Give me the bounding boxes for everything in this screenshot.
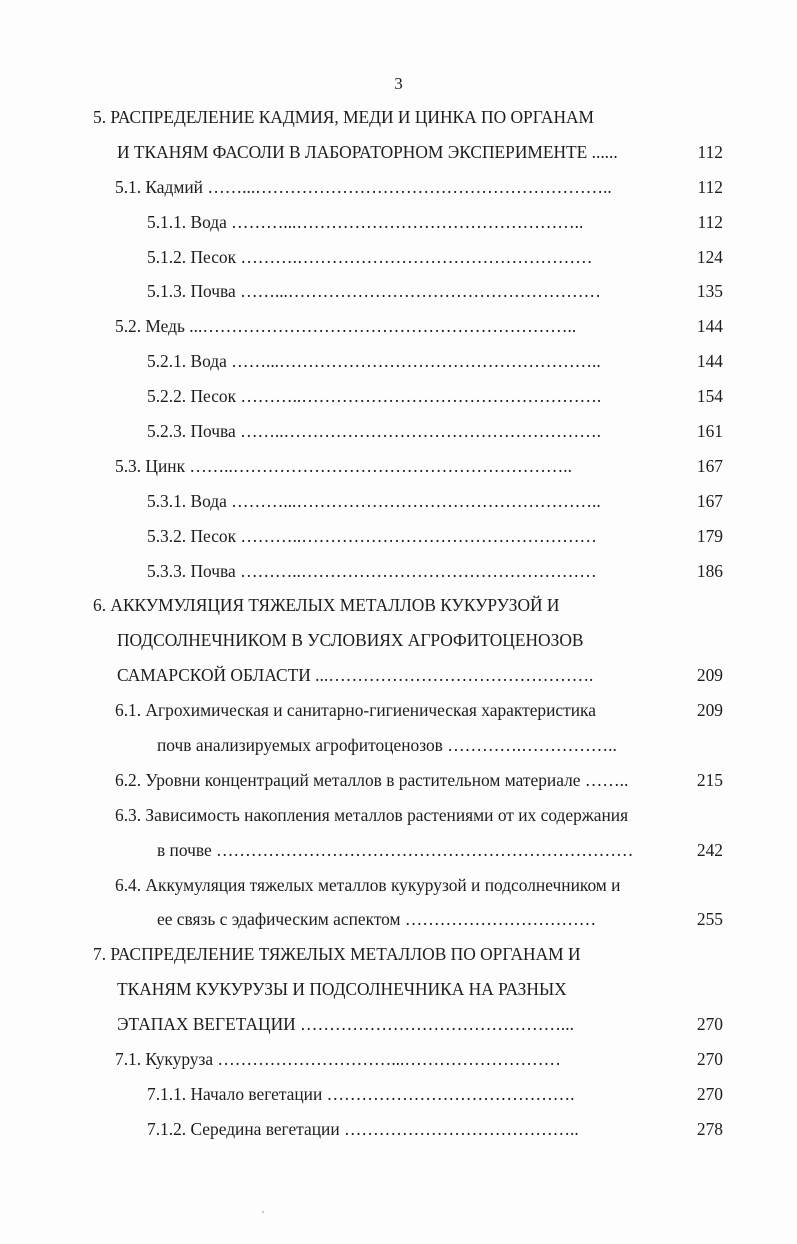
toc-entry-page: 270	[696, 1049, 723, 1070]
toc-entry	[0, 1007, 797, 1042]
toc-entry-page: 186	[696, 560, 723, 581]
toc-entry-page: 255	[696, 909, 723, 930]
toc-entry-page: 270	[696, 1083, 723, 1104]
toc-entry	[0, 100, 797, 135]
toc-entry	[0, 379, 797, 414]
toc-entry-page: 135	[696, 281, 723, 302]
toc-entry	[0, 170, 797, 205]
toc-entry-text: почв анализируемых агрофитоценозов ………….……………..	[157, 735, 617, 756]
toc-entry-page: 124	[696, 246, 723, 267]
toc-entry-text: 5.3.1. Вода ………...……………………………………………..	[147, 490, 601, 511]
toc-entry-text: 5.3.3. Почва ………..……………………………………………	[147, 560, 597, 581]
toc-entry	[0, 240, 797, 275]
toc-entry-text: 7.1. Кукуруза …………………………...………………………	[115, 1049, 561, 1070]
toc-entry-text: 5.2.3. Почва ……..……………………………………………….	[147, 421, 601, 442]
toc-entry	[0, 763, 797, 798]
toc-entry	[0, 309, 797, 344]
toc-entry-text: 6.1. Агрохимическая и санитарно-гигиеническая характеристика	[115, 700, 596, 721]
toc-entry-text: 7. РАСПРЕДЕЛЕНИЕ ТЯЖЕЛЫХ МЕТАЛЛОВ ПО ОРГАНАМ И	[93, 944, 581, 965]
toc-entry-text: в почве ………………………………………………………………	[157, 839, 634, 860]
toc-entry-page: 209	[696, 700, 723, 721]
toc-entry-text: 5.2. Медь ...………………………………………………………..	[115, 316, 577, 337]
toc-entry-page: 167	[696, 455, 723, 476]
toc-entry-text: 6. АККУМУЛЯЦИЯ ТЯЖЕЛЫХ МЕТАЛЛОВ КУКУРУЗОЙ И	[93, 595, 560, 616]
toc-entry-page: 112	[697, 141, 723, 162]
toc-entry	[0, 1112, 797, 1147]
toc-entry	[0, 449, 797, 484]
toc-entry	[0, 937, 797, 972]
toc-entry-text: 7.1.1. Начало вегетации …………………………………….	[147, 1083, 575, 1104]
toc-entry-text: 7.1.2. Середина вегетации …………………………………..	[147, 1118, 579, 1139]
toc-entry	[0, 205, 797, 240]
toc-entry	[0, 798, 797, 833]
toc-entry	[0, 868, 797, 903]
table-of-contents	[0, 100, 797, 1147]
toc-entry	[0, 693, 797, 728]
toc-entry-page: 270	[696, 1014, 723, 1035]
toc-entry	[0, 623, 797, 658]
toc-entry	[0, 972, 797, 1007]
toc-entry-page: 278	[696, 1118, 723, 1139]
toc-entry	[0, 728, 797, 763]
toc-entry-text: 5.3. Цинк ……..…………………………………………………..	[115, 455, 572, 476]
toc-entry-page: 112	[697, 176, 723, 197]
toc-entry-text: 6.3. Зависимость накопления металлов растениями от их содержания	[115, 804, 629, 825]
toc-entry-page: 144	[696, 351, 723, 372]
toc-entry-page: 209	[696, 665, 723, 686]
toc-entry	[0, 274, 797, 309]
toc-entry-text: И ТКАНЯМ ФАСОЛИ В ЛАБОРАТОРНОМ ЭКСПЕРИМЕНТЕ ......	[117, 141, 618, 162]
toc-entry-text: 5.1.3. Почва ……...………………………………………………	[147, 281, 601, 302]
toc-entry-text: ПОДСОЛНЕЧНИКОМ В УСЛОВИЯХ АГРОФИТОЦЕНОЗОВ	[117, 630, 584, 651]
toc-entry	[0, 344, 797, 379]
toc-entry-text: 5. РАСПРЕДЕЛЕНИЕ КАДМИЯ, МЕДИ И ЦИНКА ПО ОРГАНАМ	[93, 107, 595, 127]
toc-entry	[0, 554, 797, 589]
toc-entry-text: ее связь с эдафическим аспектом ……………………………	[157, 909, 597, 930]
toc-entry-page: 215	[696, 769, 723, 790]
toc-entry-text: 5.2.2. Песок ………..…………………………………………….	[147, 386, 602, 407]
toc-entry-page: 144	[696, 316, 723, 337]
toc-entry-text: 5.1.2. Песок ……….……………………………………………	[147, 246, 593, 267]
toc-entry-page: 242	[696, 839, 723, 860]
toc-entry-text: ЭТАПАХ ВЕГЕТАЦИИ ………………………………………...	[117, 1014, 574, 1035]
toc-entry	[0, 1077, 797, 1112]
toc-entry	[0, 1042, 797, 1077]
toc-entry-text: САМАРСКОЙ ОБЛАСТИ ...……………………………………….	[117, 665, 594, 686]
scan-speck	[262, 1211, 264, 1213]
toc-entry	[0, 484, 797, 519]
toc-entry	[0, 833, 797, 868]
toc-entry-page: 179	[696, 525, 723, 546]
toc-entry-text: 5.2.1. Вода ……...………………………………………………..	[147, 351, 601, 372]
toc-entry-page: 167	[696, 490, 723, 511]
page-number: 3	[394, 74, 403, 93]
toc-entry	[0, 588, 797, 623]
toc-entry-text: 5.3.2. Песок ………..……………………………………………	[147, 525, 597, 546]
toc-entry	[0, 135, 797, 170]
toc-entry	[0, 658, 797, 693]
toc-entry-text: 5.1.1. Вода ………...…………………………………………..	[147, 211, 584, 232]
toc-entry	[0, 519, 797, 554]
toc-entry	[0, 414, 797, 449]
toc-entry	[0, 902, 797, 937]
toc-entry-text: ТКАНЯМ КУКУРУЗЫ И ПОДСОЛНЕЧНИКА НА РАЗНЫХ	[117, 979, 567, 1000]
toc-entry-page: 161	[696, 421, 723, 442]
toc-entry-page: 112	[697, 211, 723, 232]
toc-entry-text: 6.2. Уровни концентраций металлов в растительном материале ……..	[115, 769, 629, 790]
toc-entry-text: 6.4. Аккумуляция тяжелых металлов кукурузой и подсолнечником и	[115, 874, 621, 895]
toc-entry-page: 154	[696, 386, 723, 407]
toc-entry-text: 5.1. Кадмий ……...……………………………………………………..	[115, 176, 612, 197]
